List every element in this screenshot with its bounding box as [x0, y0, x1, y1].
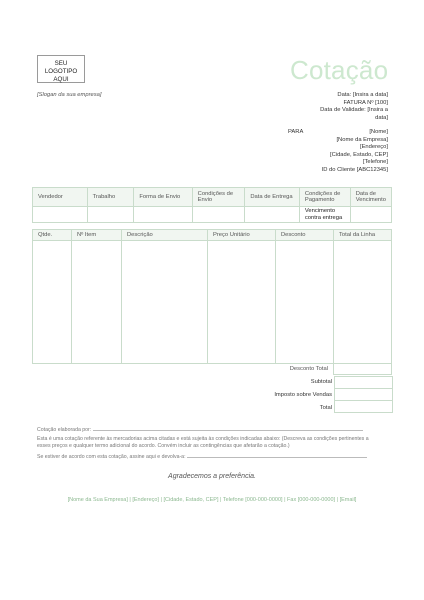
col-description: Descrição	[122, 230, 208, 241]
totals-labels	[200, 376, 332, 415]
cell-job[interactable]	[87, 207, 134, 223]
discount-total-value[interactable]	[334, 364, 392, 375]
items-discount-cell[interactable]	[276, 241, 334, 364]
col-discount: Desconto	[276, 230, 334, 241]
discount-total-label: Desconto Total	[33, 364, 334, 375]
recipient-client-id: ID do Cliente [ABC12345]	[321, 166, 388, 173]
recipient-label: PARA	[288, 129, 304, 135]
items-qty-cell[interactable]	[33, 241, 72, 364]
footer-separator: |	[160, 497, 162, 503]
footer-separator: |	[284, 497, 286, 503]
footer-separator: |	[220, 497, 222, 503]
cell-salesperson[interactable]	[33, 207, 88, 223]
logo-placeholder	[37, 55, 85, 83]
company-slogan: [Slogan da sua empresa]	[37, 92, 102, 98]
prepared-by-field[interactable]	[93, 425, 363, 431]
recipient-address: [Endereço]	[359, 144, 388, 150]
logo-line-1: SEU LOGOTIPO	[44, 60, 78, 75]
footer-address: [Endereço]	[132, 497, 159, 503]
recipient-city: [Cidade, Estado, CEP]	[329, 151, 388, 158]
col-job: Trabalho	[87, 188, 134, 207]
recipient-name: [Nome]	[369, 129, 388, 135]
disclaimer-text	[37, 436, 387, 450]
recipient-block	[290, 129, 388, 174]
prepared-by-line	[37, 425, 377, 433]
sales-tax-label: Imposto sobre Vendas	[274, 392, 332, 398]
col-salesperson: Vendedor	[33, 188, 88, 207]
col-due-date: Data de Vencimento	[350, 188, 391, 207]
total-label: Total	[319, 405, 332, 411]
invoice-number: FATURA Nº [100]	[343, 99, 388, 106]
acceptance-label: Se estiver de acordo com esta cotação, assine aqui e devolva-a:	[37, 454, 186, 460]
cell-shipping-terms[interactable]	[192, 207, 245, 223]
footer-fax: Fax [000-000-0000]	[287, 497, 336, 503]
col-delivery-date: Data de Entrega	[245, 188, 300, 207]
validity-date-cont: data]	[375, 114, 388, 121]
disclaimer-line-2: esses preços e qualquer termo adicional do acordo. Convém incluir as contingências que afetarão a cotação.)	[37, 443, 290, 449]
sales-info-table	[32, 187, 392, 223]
col-shipping-method: Forma de Envio	[134, 188, 192, 207]
validity-date: Data de Validade: [Insira a	[320, 107, 388, 113]
footer-city: [Cidade, Estado, CEP]	[163, 497, 219, 503]
col-item-number: Nº Item	[72, 230, 122, 241]
cell-payment-terms[interactable]	[299, 207, 350, 223]
subtotal-value[interactable]	[335, 377, 392, 389]
totals-values	[334, 376, 393, 413]
prepared-by-label: Cotação elaborada por:	[37, 427, 92, 433]
payment-terms-line-1: Vencimento	[304, 207, 336, 214]
company-footer	[0, 497, 424, 503]
items-line-total-cell[interactable]	[334, 241, 392, 364]
document-title: Cotação	[290, 55, 389, 85]
recipient-company: [Nome da Empresa]	[336, 136, 388, 143]
disclaimer-line-1: Esta é uma cotação referente às mercadorias acima citadas e está sujeita às condições indicadas abaixo: (Descreva as condições pertinentes a	[37, 436, 369, 442]
items-description-cell[interactable]	[122, 241, 208, 364]
acceptance-line	[37, 452, 377, 460]
sales-tax-value[interactable]	[335, 389, 392, 401]
footer-company: [Nome da Sua Empresa]	[67, 497, 128, 503]
cell-shipping-method[interactable]	[134, 207, 192, 223]
quote-date: Data: [Insira a data]	[337, 92, 388, 98]
cell-due-date[interactable]	[350, 207, 391, 223]
logo-line-2: AQUI	[53, 76, 69, 83]
thank-you-message: Agradecemos a preferência.	[168, 473, 256, 480]
footer-email[interactable]: [Email]	[339, 497, 357, 503]
footer-separator: |	[336, 497, 339, 503]
total-value[interactable]	[335, 401, 392, 412]
col-qty: Qtde.	[33, 230, 72, 241]
footer-separator: |	[129, 497, 131, 503]
quote-meta	[280, 92, 388, 122]
items-unit-price-cell[interactable]	[208, 241, 276, 364]
line-items-table	[32, 229, 392, 375]
col-unit-price: Preço Unitário	[208, 230, 276, 241]
payment-terms-line-2: contra entrega	[304, 214, 343, 221]
col-line-total: Total da Linha	[334, 230, 392, 241]
signature-field[interactable]	[187, 452, 367, 458]
col-payment-terms: Condições de Pagamento	[299, 188, 350, 207]
subtotal-label: Subtotal	[310, 379, 332, 385]
col-shipping-terms: Condições de Envio	[192, 188, 245, 207]
footer-phone: Telefone [000-000-0000]	[222, 497, 283, 503]
recipient-phone: [Telefone]	[362, 159, 388, 165]
cell-delivery-date[interactable]	[245, 207, 300, 223]
items-number-cell[interactable]	[72, 241, 122, 364]
